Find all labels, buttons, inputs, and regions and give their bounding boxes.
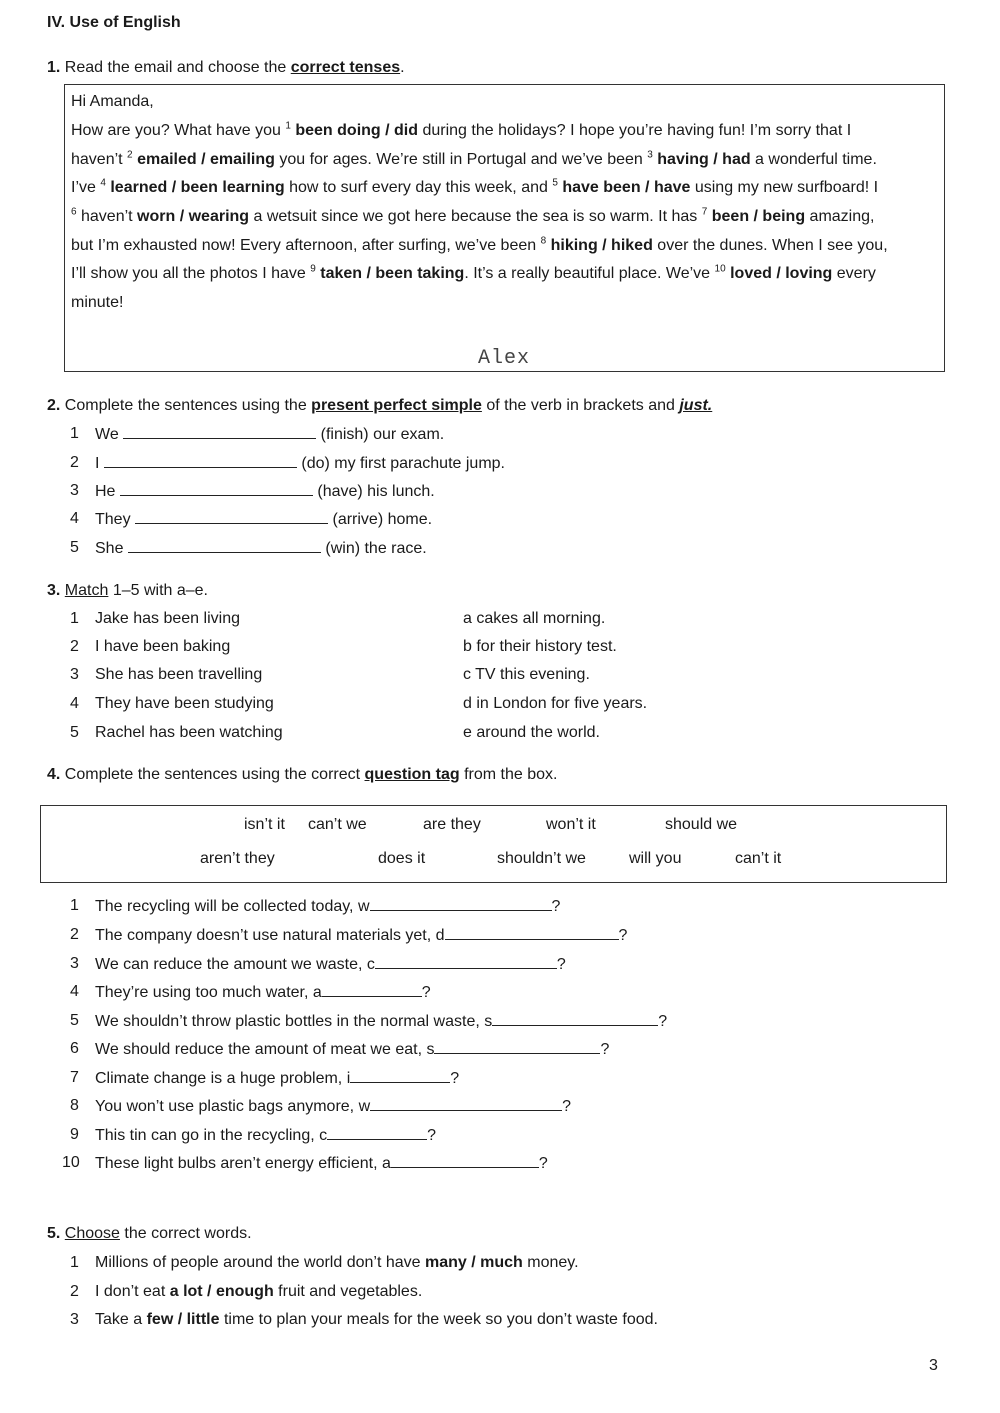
answer-blank[interactable] bbox=[322, 982, 422, 997]
choice-5[interactable]: have been / have bbox=[562, 179, 691, 196]
exercise-1-instruction: 1. Read the email and choose the correct tenses. bbox=[47, 59, 405, 76]
email-signature: Alex bbox=[478, 347, 531, 370]
item-number: 2 bbox=[70, 1283, 79, 1300]
ex4-item-10: These light bulbs aren’t energy efficient, a ? bbox=[95, 1155, 548, 1172]
item-number: 3 bbox=[70, 955, 79, 972]
answer-blank[interactable] bbox=[135, 509, 328, 524]
item-number: 10 bbox=[62, 1154, 80, 1171]
ex2-item-2: I (do) my first parachute jump. bbox=[95, 455, 505, 472]
answer-blank[interactable] bbox=[370, 896, 552, 911]
word-choice[interactable]: a lot / enough bbox=[169, 1283, 274, 1300]
match-right-b: b for their history test. bbox=[463, 638, 617, 655]
item-number: 5 bbox=[70, 1012, 79, 1029]
answer-blank[interactable] bbox=[104, 453, 297, 468]
ex4-item-3: We can reduce the amount we waste, c ? bbox=[95, 956, 566, 973]
answer-blank[interactable] bbox=[120, 481, 313, 496]
answer-blank[interactable] bbox=[350, 1068, 450, 1083]
email-line-7: minute! bbox=[71, 294, 124, 311]
match-left-4: They have been studying bbox=[95, 695, 274, 712]
ex4-item-6: We should reduce the amount of meat we eat, s ? bbox=[95, 1041, 610, 1058]
answer-blank[interactable] bbox=[370, 1096, 562, 1111]
ex4-item-9: This tin can go in the recycling, c ? bbox=[95, 1127, 437, 1144]
answer-blank[interactable] bbox=[327, 1125, 427, 1140]
item-number: 3 bbox=[70, 666, 79, 683]
email-line-6: I’ll show you all the photos I have $^9$ taken / been taking. It’s a really beautiful place. We’ve $^{10}$ loved / loving every bbox=[71, 263, 876, 282]
ex2-item-4: They (arrive) home. bbox=[95, 511, 433, 528]
choice-10[interactable]: loved / loving bbox=[730, 265, 833, 282]
item-number: 1 bbox=[70, 425, 79, 442]
item-number: 2 bbox=[70, 638, 79, 655]
section-heading: IV. Use of English bbox=[47, 14, 181, 31]
ex5-item-1: Millions of people around the world don’t have many / much money. bbox=[95, 1254, 579, 1271]
tag-option[interactable]: should we bbox=[665, 816, 738, 833]
match-right-d: d in London for five years. bbox=[463, 695, 648, 712]
match-left-2: I have been baking bbox=[95, 638, 231, 655]
item-number: 4 bbox=[70, 983, 79, 1000]
item-number: 1 bbox=[70, 1254, 79, 1271]
item-number: 6 bbox=[70, 1040, 79, 1057]
choice-4[interactable]: learned / been learning bbox=[110, 179, 285, 196]
word-choice[interactable]: many / much bbox=[424, 1254, 523, 1271]
email-line-1: How are you? What have you $^1$ been doing / did during the holidays? I hope you’re having fun! I’m sorry that I bbox=[71, 120, 852, 139]
item-number: 4 bbox=[70, 695, 79, 712]
item-number: 2 bbox=[70, 454, 79, 471]
ex5-item-3: Take a few / little time to plan your meals for the week so you don’t waste food. bbox=[95, 1311, 658, 1328]
item-number: 2 bbox=[70, 926, 79, 943]
email-line-3: I’ve $^4$ learned / been learning how to surf every day this week, and $^5$ have been / have using my new surfboard! I bbox=[71, 177, 879, 196]
item-number: 5 bbox=[70, 539, 79, 556]
match-right-c: c TV this evening. bbox=[463, 666, 590, 683]
page-number: 3 bbox=[929, 1357, 938, 1374]
item-number: 8 bbox=[70, 1097, 79, 1114]
answer-blank[interactable] bbox=[123, 424, 316, 439]
question-tag-box bbox=[40, 805, 947, 883]
ex2-item-5: She (win) the race. bbox=[95, 540, 427, 557]
tag-option[interactable]: can’t we bbox=[308, 816, 367, 833]
answer-blank[interactable] bbox=[128, 538, 321, 553]
exercise-5-instruction: 5. Choose the correct words. bbox=[47, 1225, 252, 1242]
exercise-4-instruction: 4. Complete the sentences using the correct question tag from the box. bbox=[47, 766, 558, 783]
choice-6[interactable]: worn / wearing bbox=[137, 208, 250, 225]
tag-option[interactable]: aren’t they bbox=[200, 850, 275, 867]
choice-9[interactable]: taken / been taking bbox=[320, 265, 465, 282]
choice-1[interactable]: been doing / did bbox=[295, 122, 419, 139]
match-left-1: Jake has been living bbox=[95, 610, 240, 627]
ex2-item-3: He (have) his lunch. bbox=[95, 483, 435, 500]
match-right-a: a cakes all morning. bbox=[463, 610, 606, 627]
tag-option[interactable]: does it bbox=[378, 850, 426, 867]
answer-blank[interactable] bbox=[492, 1011, 658, 1026]
ex2-item-1: We (finish) our exam. bbox=[95, 426, 445, 443]
ex4-item-1: The recycling will be collected today, w ? bbox=[95, 898, 561, 915]
item-number: 5 bbox=[70, 724, 79, 741]
ex4-item-5: We shouldn’t throw plastic bottles in the normal waste, s ? bbox=[95, 1013, 668, 1030]
exercise-3-instruction: 3. Match 1–5 with a–e. bbox=[47, 582, 208, 599]
ex4-item-2: The company doesn’t use natural materials yet, d ? bbox=[95, 927, 628, 944]
ex4-item-7: Climate change is a huge problem, i ? bbox=[95, 1070, 460, 1087]
choice-7[interactable]: been / being bbox=[711, 208, 806, 225]
match-left-5: Rachel has been watching bbox=[95, 724, 283, 741]
item-number: 1 bbox=[70, 610, 79, 627]
choice-2[interactable]: emailed / emailing bbox=[137, 151, 275, 168]
email-line-5: but I’m exhausted now! Every afternoon, after surfing, we’ve been $^8$ hiking / hiked over the dunes. When I see you, bbox=[71, 235, 888, 254]
choice-3[interactable]: having / had bbox=[657, 151, 751, 168]
word-choice[interactable]: few / little bbox=[146, 1311, 220, 1328]
item-number: 3 bbox=[70, 482, 79, 499]
item-number: 7 bbox=[70, 1069, 79, 1086]
email-line-4: $^6$ haven’t worn / wearing a wetsuit since we got here because the sea is so warm. It has $^7$ been / being amazing, bbox=[71, 206, 875, 225]
ex5-item-2: I don’t eat a lot / enough fruit and vegetables. bbox=[95, 1283, 423, 1300]
tag-option[interactable]: won’t it bbox=[546, 816, 596, 833]
item-number: 4 bbox=[70, 510, 79, 527]
answer-blank[interactable] bbox=[375, 954, 557, 969]
tag-option[interactable]: shouldn’t we bbox=[497, 850, 586, 867]
item-number: 1 bbox=[70, 897, 79, 914]
answer-blank[interactable] bbox=[391, 1153, 539, 1168]
tag-option[interactable]: are they bbox=[423, 816, 481, 833]
tag-option[interactable]: isn’t it bbox=[244, 816, 285, 833]
email-line-2: haven’t $^2$ emailed / emailing you for ages. We’re still in Portugal and we’ve been $^3$ having / had a wonderful time. bbox=[71, 149, 877, 168]
match-left-3: She has been travelling bbox=[95, 666, 263, 683]
item-number: 9 bbox=[70, 1126, 79, 1143]
ex4-item-8: You won’t use plastic bags anymore, w ? bbox=[95, 1098, 572, 1115]
tag-option[interactable]: can’t it bbox=[735, 850, 782, 867]
email-greeting: Hi Amanda, bbox=[71, 93, 154, 110]
item-number: 3 bbox=[70, 1311, 79, 1328]
exercise-number: 1. bbox=[47, 59, 61, 76]
tag-option[interactable]: will you bbox=[629, 850, 682, 867]
answer-blank[interactable] bbox=[434, 1039, 600, 1054]
answer-blank[interactable] bbox=[445, 925, 619, 940]
exercise-2-instruction: 2. Complete the sentences using the present perfect simple of the verb in brackets and just. bbox=[47, 397, 713, 414]
match-right-e: e around the world. bbox=[463, 724, 600, 741]
ex4-item-4: They’re using too much water, a ? bbox=[95, 984, 431, 1001]
choice-8[interactable]: hiking / hiked bbox=[550, 237, 653, 254]
